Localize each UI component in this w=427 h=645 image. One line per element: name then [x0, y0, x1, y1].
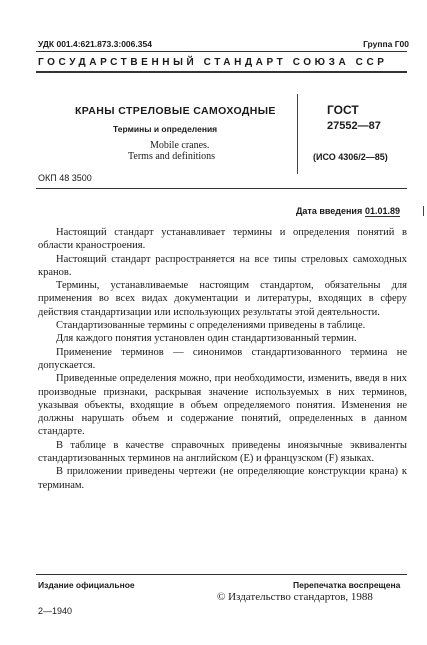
paragraph: В таблице в качестве справочных приведены иноязычные эквиваленты стандартизованных терминов на английском (E) и французском (F) языках. [38, 439, 407, 465]
paragraph: Для каждого понятия установлен один стандартизованный термин. [56, 333, 357, 345]
paragraph: Настоящий стандарт распространяется на все типы стреловых самоходных кранов. [38, 253, 407, 278]
document-title-ru: КРАНЫ СТРЕЛОВЫЕ САМОХОДНЫЕ [75, 105, 276, 117]
header-top-rule [36, 51, 407, 52]
title-divider [297, 94, 298, 174]
iso-reference: (ИСО 4306/2—85) [313, 152, 388, 162]
paragraph: Настоящий стандарт устанавливает термины и определения понятий в области краностроения. [38, 227, 407, 252]
reprint-prohibited: Перепечатка воспрещена [293, 580, 401, 590]
margin-tick [423, 206, 424, 216]
group-code: Группа Г00 [363, 39, 409, 49]
footer-rule [36, 574, 407, 575]
intro-date-label: Дата введения [296, 206, 363, 216]
document-title-en: Mobile cranes. [150, 140, 210, 151]
document-subtitle-en: Terms and definitions [128, 151, 216, 162]
body-text [38, 226, 407, 492]
paragraph: Приведенные определения можно, при необходимости, изменить, введя в них производные признаки, раскрывая значение используемых в них терминов, указывая объекты, входящие в объем определяемого понятия. Изменения не должны нарушать объем и содержание понятий, определенных в данном стандарте. [38, 373, 407, 438]
page-code: 2—1940 [38, 606, 73, 616]
okp-rule [36, 188, 407, 189]
paragraph: Применение терминов — синонимов стандартизованного термина не допускается. [38, 346, 407, 371]
intro-date-value: 01.01.89 [365, 206, 401, 216]
paragraph: Стандартизованные термины с определениями приведены в таблице. [56, 320, 366, 332]
okp-code: ОКП 48 3500 [38, 173, 92, 183]
gost-label: ГОСТ [327, 103, 359, 117]
state-standard-banner: ГОСУДАРСТВЕННЫЙ СТАНДАРТ СОЮЗА ССР [38, 57, 388, 68]
copyright-notice: © Издательство стандартов, 1988 [217, 591, 373, 603]
header-bottom-rule [36, 71, 407, 73]
paragraph: Термины, устанавливаемые настоящим стандартом, обязательны для применения во всех видах документации и литературы, входящих в сферу действия стандартизации или использующих результаты этой деятельности. [38, 280, 407, 318]
udk-code: УДК 001.4:621.873.3:006.354 [38, 39, 152, 49]
gost-number: 27552—87 [327, 120, 381, 132]
document-subtitle-ru: Термины и определения [113, 124, 218, 134]
paragraph: В приложении приведены чертежи (не определяющие конструкции крана) к терминам. [38, 466, 407, 491]
official-edition: Издание официальное [38, 580, 135, 590]
